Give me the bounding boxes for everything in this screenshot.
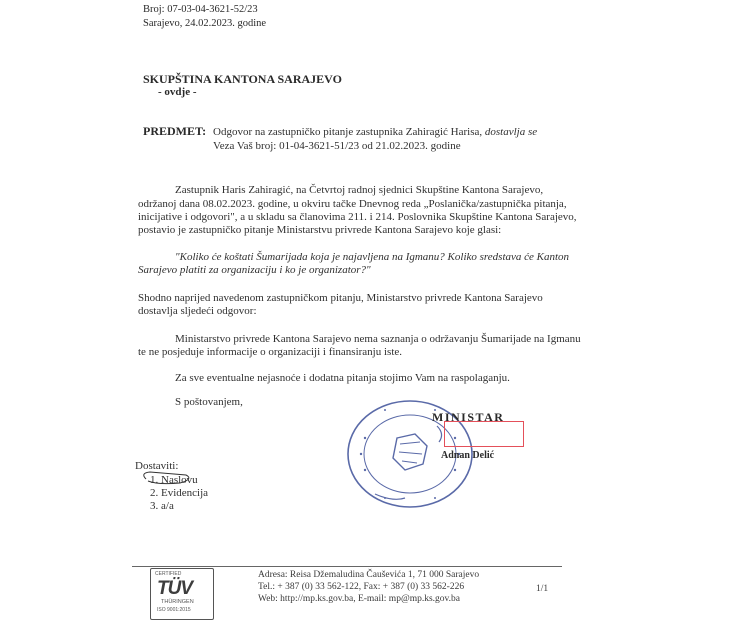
distribution-item-3: 3. a/a bbox=[150, 500, 174, 512]
footer-phone: Tel.: + 387 (0) 33 562-122, Fax: + 387 (0) 33 562-226 bbox=[258, 582, 465, 592]
paragraph-1-line-4: postavio je zastupničko pitanje Ministarstvu privrede Kantona Sarajevo koje glasi: bbox=[138, 224, 502, 236]
answer-line-1: Ministarstvo privrede Kantona Sarajevo nema saznanja o održavanju Šumarijade na Igmanu bbox=[175, 333, 581, 345]
paragraph-1-line-1: Zastupnik Haris Zahiragić, na Četvrtoj radnoj sjednici Skupštine Kantona Sarajevo, bbox=[175, 184, 544, 196]
subject-text: Odgovor na zastupničko pitanje zastupnika Zahiragić Harisa, bbox=[213, 126, 485, 138]
subject-line-2: Veza Vaš broj: 01-04-3621-51/23 od 21.02.2023. godine bbox=[213, 140, 461, 152]
signatory-title: MINISTAR bbox=[432, 410, 505, 424]
recipient-name: SKUPŠTINA KANTONA SARAJEVO bbox=[143, 72, 342, 86]
reference-number: Broj: 07-03-04-3621-52/23 bbox=[143, 4, 258, 15]
tuv-logo-text: TÜV bbox=[157, 578, 192, 599]
answer-line-2: te ne posjeduje informacije o organizaciji i finansiranju iste. bbox=[138, 346, 403, 358]
closing-salutation: S poštovanjem, bbox=[175, 396, 243, 408]
paragraph-2-line-1: Shodno naprijed navedenom zastupničkom pitanju, Ministarstvo privrede Kantona Sarajevo bbox=[138, 292, 543, 304]
footer-address: Adresa: Reisa Džemaludina Čauševića 1, 71 000 Sarajevo bbox=[258, 570, 480, 580]
subject-line-1 bbox=[213, 125, 537, 139]
subject-italic: dostavlja se bbox=[484, 126, 538, 138]
question-quote-line-2: Sarajevo platiti za organizaciju i ko je organizator?" bbox=[138, 264, 371, 276]
tuv-brand-text: THÜRINGEN bbox=[161, 599, 194, 605]
recipient-location: - ovdje - bbox=[158, 86, 197, 98]
distribution-item-1: 1. Naslovu bbox=[150, 474, 198, 486]
availability-note: Za sve eventualne nejasnoće i dodatna pitanja stojimo Vam na raspolaganju. bbox=[175, 372, 510, 384]
footer-divider bbox=[132, 566, 562, 567]
distribution-item-2: 2. Evidencija bbox=[150, 487, 209, 499]
distribution-label: Dostaviti: bbox=[135, 460, 179, 472]
page-number: 1/1 bbox=[536, 584, 549, 594]
question-quote-line-1: "Koliko će koštati Šumarijada koja je najavljena na Igmanu? Koliko sredstava će Kanton bbox=[175, 251, 570, 263]
footer-web-email: Web: http://mp.ks.gov.ba, E-mail: mp@mp.ks.gov.ba bbox=[258, 594, 461, 604]
tuv-certification-logo: CERTIFIED TÜV THÜRINGEN ISO 9001:2015 bbox=[150, 568, 214, 620]
paragraph-2-line-2: dostavlja sljedeći odgovor: bbox=[138, 305, 257, 317]
handwritten-mark-icon bbox=[138, 469, 198, 487]
signature-redaction bbox=[444, 421, 524, 447]
paragraph-1-line-3: inicijative i odgovori", a u skladu sa članovima 211. i 214. Poslovnika Skupštine Kantona Sarajevo, bbox=[138, 211, 577, 223]
subject-label: PREDMET: bbox=[143, 124, 207, 138]
signatory-name: Adnan Delić bbox=[441, 450, 495, 461]
place-date: Sarajevo, 24.02.2023. godine bbox=[143, 18, 267, 29]
paragraph-1-line-2: održanoj dana 08.02.2023. godine, u okviru tačke Dnevnog reda „Poslanička/zastupnička pitanja, bbox=[138, 198, 567, 210]
